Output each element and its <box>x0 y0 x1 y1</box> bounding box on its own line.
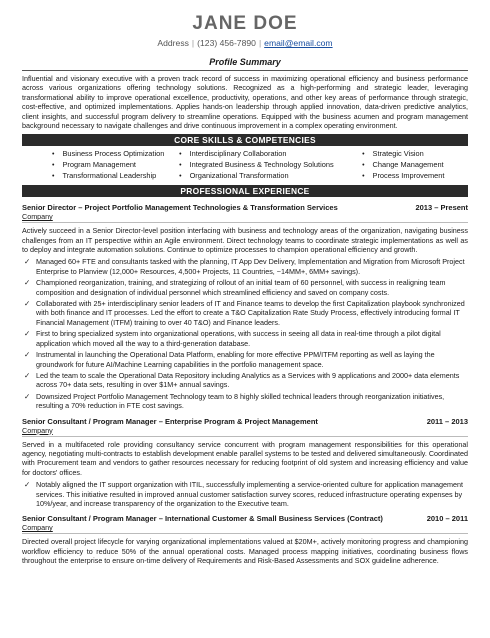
company-name: Company <box>22 425 53 435</box>
skill-item: • Business Process Optimization <box>52 149 179 160</box>
job-title: Senior Consultant / Program Manager – International Customer & Small Business Services (Contract) <box>22 514 383 524</box>
divider <box>22 222 468 223</box>
job-title: Senior Consultant / Program Manager – Enterprise Program & Project Management <box>22 416 318 426</box>
separator: | <box>258 38 262 48</box>
job-summary: Served in a multifaceted role providing consultancy service concurrent with program management responsibilities for this operational agency, negotiating multi-contracts to establish development enable parallel systems to be tested and delivered simultaneously. Coordinated with Procurement team and vendors to gather resources necessary for reducing footprint of old system and increasing efficiency and value for doctors' offices. <box>22 439 469 477</box>
divider <box>22 533 468 534</box>
job-dates: 2013 – Present <box>415 203 468 213</box>
experience-list <box>22 203 468 565</box>
achievement-text: Led the team to scale the Operational Data Repository including Analytics as a Services with 9 applications and 2000+ data elements across 70+ data sets, resulting in over $1M+ annual savings. <box>36 370 460 390</box>
achievement-list <box>22 480 468 508</box>
skill-item: • Integrated Business & Technology Solutions <box>179 160 362 171</box>
skills-column-2 <box>179 149 362 181</box>
job-dates: 2011 – 2013 <box>426 416 468 426</box>
achievement-item <box>22 257 468 276</box>
separator: | <box>191 38 195 48</box>
checkmark-icon: ✓ <box>24 480 31 490</box>
company-name: Company <box>22 212 53 222</box>
skill-item: • Organizational Transformation <box>179 171 362 182</box>
job-entry <box>22 417 468 509</box>
achievement-item <box>22 350 468 369</box>
checkmark-icon: ✓ <box>24 299 31 309</box>
contact-line <box>22 38 468 49</box>
job-header <box>22 514 468 523</box>
achievement-list <box>22 257 468 410</box>
skills-column-1 <box>52 149 179 181</box>
job-summary: Actively succeed in a Senior Director-level position interfacing with business and technology areas of the organization, navigating business challenges from an IT perspective within an Agile environment. Direct technology teams to coordinate strategic implementations as well as to deploy and integrate automation solutions. Continue to optimize processes to champion operational efficiency and growth. <box>22 226 468 255</box>
job-summary: Directed overall project lifecycle for varying organizational implementations valued at $20M+, actively monitoring progress and championing workflow efficiency to reduce 50% of the annual operational costs. Managed process mapping initiatives, coordinating business flows throughout the enterprise to ensure on-time delivery of Requirements and Risk-Based Assessments and SOX guideline adherence. <box>22 537 468 566</box>
checkmark-icon: ✓ <box>24 278 31 288</box>
achievement-text: Notably aligned the IT support organization with ITIL, successfully implementing a service-oriented culture for application management services. This initiative resulted in improved annual customer satisfaction survey scores, reduced infrastructure operating expenses by 10%/year, and increase transparency of the organization to the Executive team. <box>36 480 463 508</box>
job-entry <box>22 203 468 410</box>
checkmark-icon: ✓ <box>24 391 31 401</box>
profile-summary-title: Profile Summary <box>209 57 281 67</box>
email-link[interactable]: email@email.com <box>264 38 333 48</box>
achievement-item <box>22 371 468 390</box>
achievement-item <box>22 392 468 411</box>
job-header <box>22 417 468 426</box>
achievement-item <box>22 299 468 327</box>
checkmark-icon: ✓ <box>24 350 31 360</box>
company-name: Company <box>22 523 53 533</box>
checkmark-icon: ✓ <box>24 370 31 380</box>
address-text: Address <box>157 38 189 48</box>
checkmark-icon: ✓ <box>24 329 31 339</box>
profile-summary-text: Influential and visionary executive with a proven track record of success in maximizing operational efficiency and business performance across various organizations offering technology solutions. Recognized as a high-performing and strategic leader, leveraging transformational ability to improve operational excellence, productivity, operations, and other key areas of performance through strategic, cost-effective, and optimized implementations. Applies hands-on leadership through applied innovation, data-driven predictive analytics, client insights, and successful program delivery to streamline operations. Equipped with the business acumen and program management background necessary to navigate challenges and drive continuous improvement in a complex operating environment. <box>22 74 468 131</box>
achievement-text: Managed 60+ FTE and consultants tasked with the planning, IT App Dev Delivery, Implementation and Migration from Microsoft Project Enterprise to Planview (12,000+ Resources, 4,500+ Projects, 11 Countries, ~14MM+, 6MM+ savings). <box>36 257 465 276</box>
skills-column-3 <box>362 149 468 181</box>
achievement-text: Instrumental in launching the Operational Data Platform, enabling for more effective PPM/ITFM reporting as well as laying the groundwork for future AI/Machine Learning capabilities in the portfolio management space. <box>36 350 435 369</box>
achievement-text: Downsized Project Portfolio Management Technology team to 8 highly skilled technical leaders through reorganization initiatives, resulting a 70% reduction in FTE cost savings. <box>36 391 445 411</box>
job-title: Senior Director – Project Portfolio Management Technologies & Transformation Services <box>22 203 338 213</box>
achievement-text: First to bring specialized system into organizational operations, with success in seeing all data in real-time through a pilot digital application which moved all the way to a third-generation database. <box>36 329 441 348</box>
skill-item: • Interdisciplinary Collaboration <box>179 149 362 160</box>
skill-item: • Process Improvement <box>362 171 468 182</box>
skill-item: • Change Management <box>362 160 468 171</box>
achievement-item <box>22 329 468 348</box>
skills-list <box>22 149 468 181</box>
job-entry <box>22 514 468 565</box>
achievement-item <box>22 278 468 297</box>
skill-item: • Strategic Vision <box>362 149 468 160</box>
candidate-name: JANE DOE <box>192 13 298 34</box>
skill-item: • Transformational Leadership <box>52 171 179 182</box>
phone-text: (123) 456-7890 <box>197 38 256 48</box>
achievement-item <box>22 480 468 508</box>
job-header <box>22 203 468 212</box>
divider <box>22 436 468 437</box>
divider <box>22 70 468 71</box>
achievement-text: Collaborated with 25+ interdisciplinary senior leaders of IT and Finance teams to develop the first Capitalization playbook synchronized with both finance and IT processes. Led the effort to create a T&O Capitalization Rate Study Process, effectively introducing formal IT Financial Management (ITFM) training to over 40 T&O) and Finance leaders. <box>36 299 465 327</box>
skills-section-header: CORE SKILLS & COMPETENCIES <box>22 134 468 146</box>
experience-section-header: PROFESSIONAL EXPERIENCE <box>22 185 468 197</box>
checkmark-icon: ✓ <box>24 257 31 267</box>
job-dates: 2010 – 2011 <box>426 514 468 524</box>
achievement-text: Championed reorganization, training, and strategizing of rollout of an initial team of 60 personnel, with success in realigning team composition and designation of individual personnel which streamlined efficiency and saved on company costs. <box>36 278 446 297</box>
skill-item: • Program Management <box>52 160 179 171</box>
